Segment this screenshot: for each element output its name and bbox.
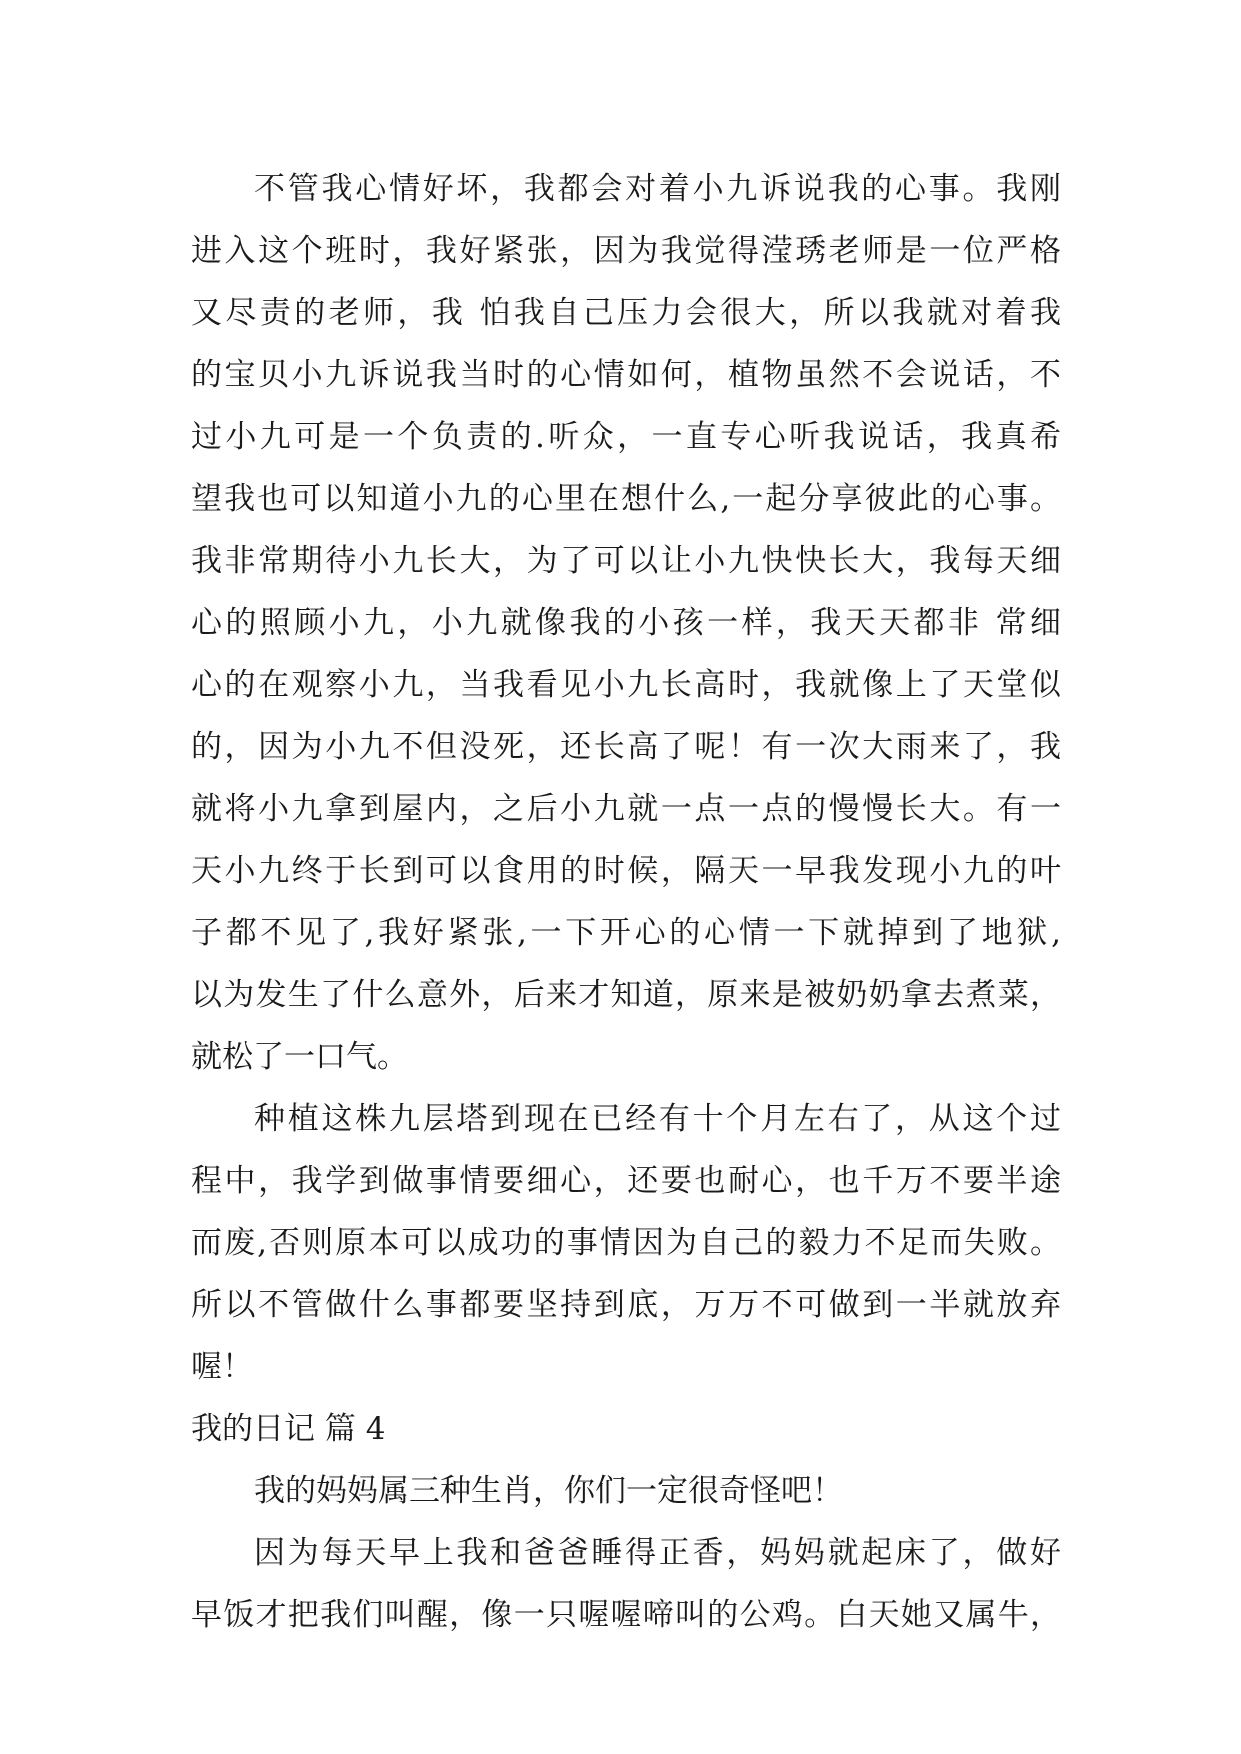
text-line: 过小九可是一个负责的.听众，一直专心听我说话，我真希 — [191, 419, 1061, 455]
text-line: 种植这株九层塔到现在已经有十个月左右了，从这个过 — [254, 1101, 1061, 1137]
paragraph-2 — [191, 1088, 1061, 1398]
text-line: 心的在观察小九，当我看见小九长高时，我就像上了天堂似 — [191, 667, 1061, 703]
section-paragraph-1 — [191, 1460, 1061, 1522]
text-line: 而废,否则原本可以成功的事情因为自己的毅力不足而失败。 — [191, 1225, 1061, 1261]
text-line: 又尽责的老师，我 怕我自己压力会很大，所以我就对着我 — [191, 295, 1061, 331]
text-line: 早饭才把我们叫醒，像一只喔喔啼叫的公鸡。白天她又属牛， — [191, 1597, 1061, 1633]
text-line: 程中，我学到做事情要细心，还要也耐心，也千万不要半途 — [191, 1163, 1061, 1199]
document-body — [191, 158, 1061, 1646]
text-line: 就将小九拿到屋内，之后小九就一点一点的慢慢长大。有一 — [191, 791, 1061, 827]
text-line: 天小九终于长到可以食用的时候，隔天一早我发现小九的叶 — [191, 853, 1061, 889]
text-line: 我的妈妈属三种生肖，你们一定很奇怪吧！ — [254, 1473, 843, 1509]
text-line: 以为发生了什么意外，后来才知道，原来是被奶奶拿去煮菜， — [191, 977, 1061, 1013]
section-paragraph-2 — [191, 1522, 1061, 1646]
section-heading: 我的日记 篇 4 — [191, 1411, 386, 1447]
text-line: 的，因为小九不但没死，还长高了呢！有一次大雨来了，我 — [191, 729, 1061, 765]
paragraph-1 — [191, 158, 1061, 1088]
text-line: 心的照顾小九，小九就像我的小孩一样，我天天都非 常细 — [191, 605, 1061, 641]
text-line: 的宝贝小九诉说我当时的心情如何，植物虽然不会说话，不 — [191, 357, 1061, 393]
text-line: 不管我心情好坏，我都会对着小九诉说我的心事。我刚 — [254, 171, 1061, 207]
text-line: 因为每天早上我和爸爸睡得正香，妈妈就起床了，做好 — [254, 1535, 1061, 1571]
text-line: 就松了一口气。 — [191, 1039, 408, 1075]
text-line: 喔！ — [191, 1349, 253, 1385]
text-line: 望我也可以知道小九的心里在想什么,一起分享彼此的心事。 — [191, 481, 1061, 517]
text-line: 子都不见了,我好紧张,一下开心的心情一下就掉到了地狱, — [191, 915, 1061, 951]
text-line: 进入这个班时，我好紧张，因为我觉得滢琇老师是一位严格 — [191, 233, 1061, 269]
text-line: 所以不管做什么事都要坚持到底，万万不可做到一半就放弃 — [191, 1287, 1061, 1323]
text-line: 我非常期待小九长大，为了可以让小九快快长大，我每天细 — [191, 543, 1061, 579]
